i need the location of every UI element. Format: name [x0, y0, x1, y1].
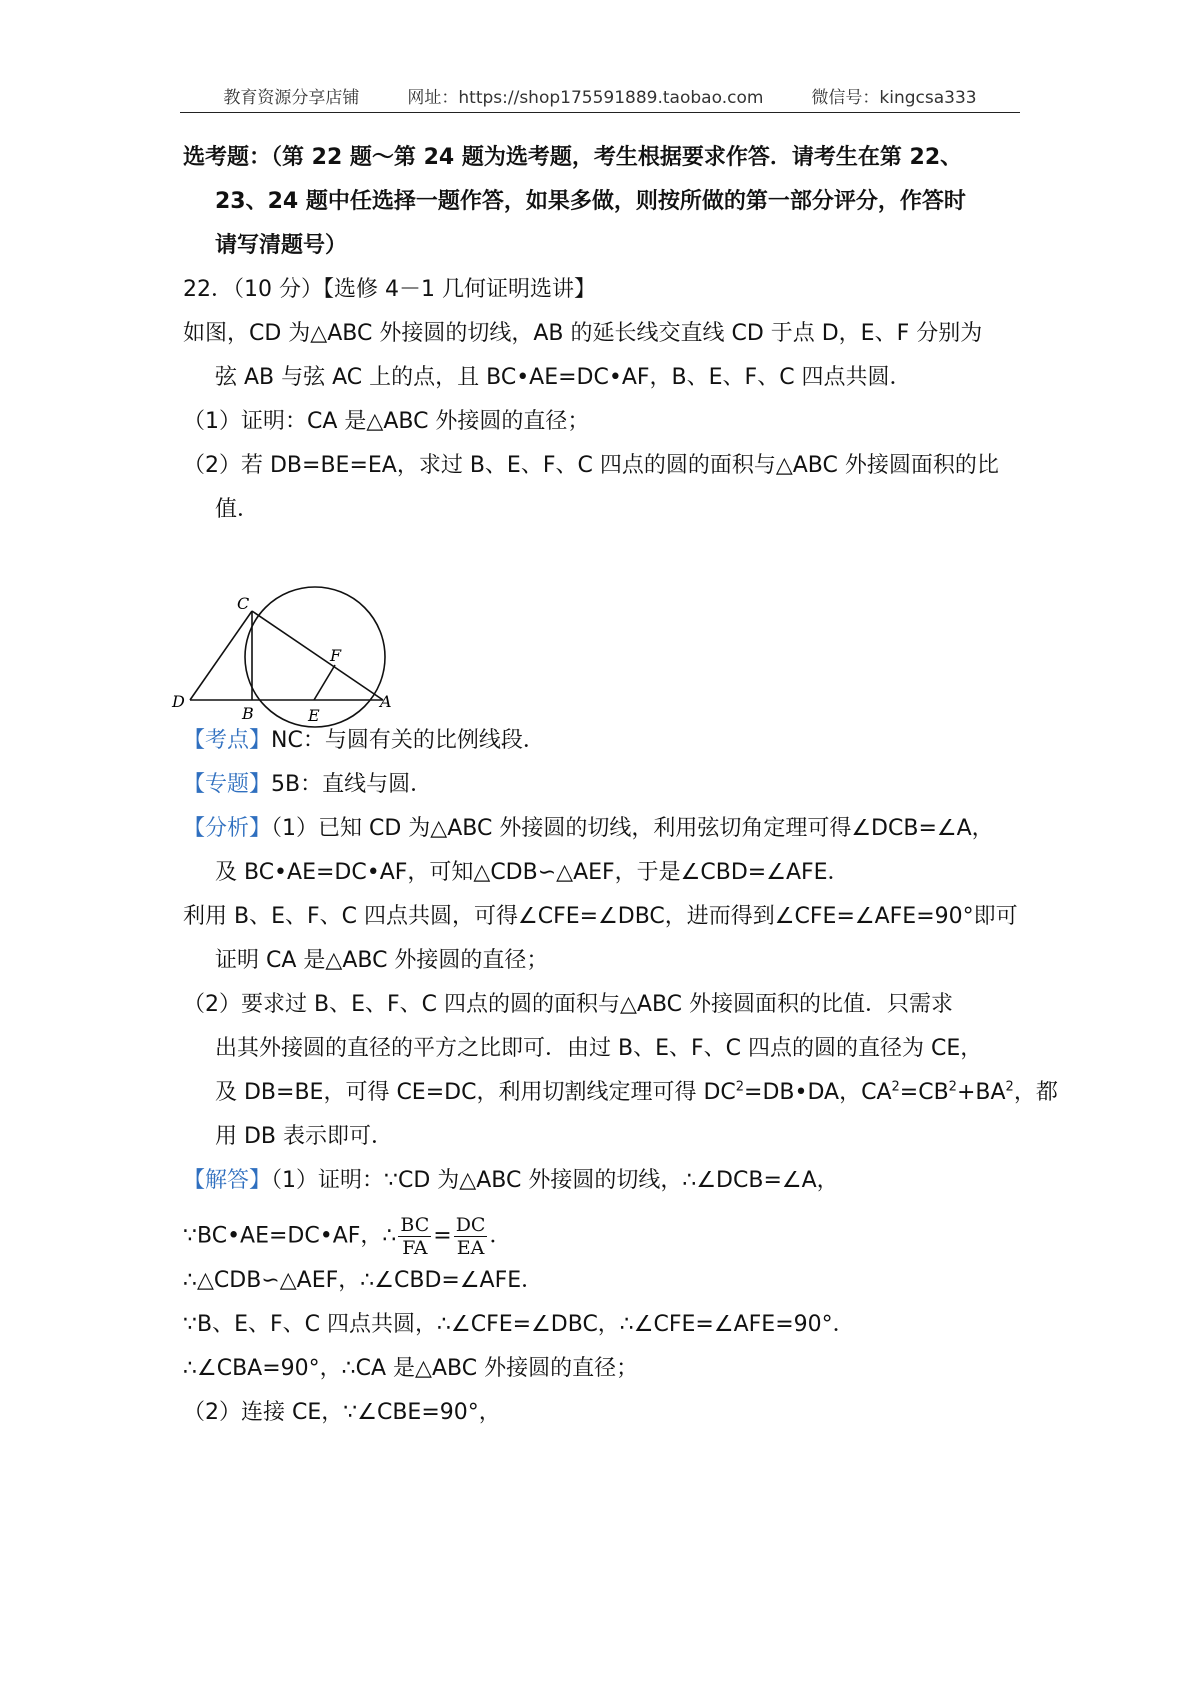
- jieda-tag: 【解答】: [183, 1168, 272, 1193]
- frac2-num: DC: [455, 1214, 486, 1236]
- fenxi-tag: 【分析】: [183, 816, 272, 841]
- fenxi-line-3: 利用 B、E、F、C 四点共圆，可得∠CFE=∠DBC，进而得到∠CFE=∠AFE=90°即可: [183, 904, 1018, 929]
- intro-line-2: 23、24 题中任选择一题作答，如果多做，则按所做的第一部分评分，作答时: [215, 189, 966, 214]
- fenxi-line-2: 及 BC•AE=DC•AF，可知△CDB∽△AEF，于是∠CBD=∠AFE．: [215, 860, 850, 885]
- zhuanti-tag: 【专题】: [183, 772, 272, 797]
- figure-drawing: [172, 585, 420, 725]
- intro-line-3: 请写清题号）: [215, 233, 348, 258]
- question-1: （1）证明：CA 是△ABC 外接圆的直径；: [183, 409, 590, 434]
- fenxi-7b: =DB•DA，CA: [744, 1080, 892, 1105]
- zhuanti-line: [183, 770, 432, 800]
- frac-equals: =: [433, 1223, 452, 1249]
- sup-ca: 2: [891, 1079, 900, 1095]
- fenxi-7e: ，都: [1013, 1080, 1058, 1105]
- label-B: B: [242, 704, 254, 723]
- sup-dc: 2: [735, 1079, 745, 1095]
- header-shop: 教育资源分享店铺: [223, 87, 360, 108]
- fenxi-line-7: [215, 1078, 1058, 1108]
- jieda-line-3: ∴△CDB∽△AEF，∴∠CBD=∠AFE．: [183, 1268, 544, 1293]
- line-D-C: [190, 611, 252, 700]
- label-E: E: [308, 706, 320, 725]
- jieda-line-4: ∵B、E、F、C 四点共圆，∴∠CFE=∠DBC，∴∠CFE=∠AFE=90°．: [183, 1312, 855, 1337]
- label-D: D: [172, 692, 185, 711]
- fenxi-line-1: [183, 814, 994, 844]
- problem-stem-2: 弦 AB 与弦 AC 上的点，且 BC•AE=DC•AF，B、E、F、C 四点共圆．: [215, 365, 912, 390]
- question-2-line-1: （2）若 DB=BE=EA，求过 B、E、F、C 四点的圆的面积与△ABC 外接圆面积的比: [183, 453, 999, 478]
- problem-heading: 22．（10 分）【选修 4－1 几何证明选讲】: [183, 277, 596, 302]
- jieda-line-6: （2）连接 CE，∵∠CBE=90°，: [183, 1400, 501, 1425]
- line-E-F: [314, 665, 335, 700]
- page-header: [180, 78, 1020, 113]
- frac1-num: BC: [400, 1214, 430, 1236]
- jieda-text-1: （1）证明：∵CD 为△ABC 外接圆的切线，∴∠DCB=∠A，: [271, 1168, 839, 1193]
- fenxi-line-5: （2）要求过 B、E、F、C 四点的圆的面积与△ABC 外接圆面积的比值．只需求: [183, 992, 954, 1017]
- sup-ba: 2: [1005, 1079, 1014, 1095]
- fraction-bc-fa: [398, 1214, 431, 1259]
- sup-cb: 2: [948, 1079, 957, 1095]
- header-url: 网址：https://shop175591889.taobao.com: [407, 87, 764, 108]
- problem-stem-1: 如图，CD 为△ABC 外接圆的切线，AB 的延长线交直线 CD 于点 D，E、F 分别为: [183, 321, 983, 346]
- label-A: A: [380, 692, 392, 711]
- jieda-line-1: [183, 1166, 839, 1196]
- intro-line-1: 选考题：（第 22 题～第 24 题为选考题，考生根据要求作答．请考生在第 22、: [183, 145, 963, 170]
- kaodian-tag: 【考点】: [183, 728, 272, 753]
- jieda-2a: ∵BC•AE=DC•AF，∴: [183, 1223, 397, 1249]
- zhuanti-text: 5B：直线与圆．: [271, 772, 433, 797]
- fenxi-line-4: 证明 CA 是△ABC 外接圆的直径；: [215, 948, 549, 973]
- frac1-den: FA: [402, 1237, 428, 1259]
- fenxi-text-1: （1）已知 CD 为△ABC 外接圆的切线，利用弦切角定理可得∠DCB=∠A，: [271, 816, 994, 841]
- fenxi-7c: =CB: [899, 1080, 949, 1105]
- frac2-den: EA: [456, 1237, 485, 1259]
- label-F: F: [330, 646, 342, 665]
- header-wechat: 微信号：kingcsa333: [811, 87, 977, 108]
- label-C: C: [237, 594, 250, 613]
- fenxi-7a: 及 DB=BE，可得 CE=DC，利用切割线定理可得 DC: [215, 1080, 736, 1105]
- question-2-line-2: 值．: [215, 497, 260, 522]
- line-C-A: [252, 611, 383, 700]
- kaodian-line: [183, 726, 545, 756]
- fenxi-7d: +BA: [956, 1080, 1006, 1105]
- kaodian-text: NC：与圆有关的比例线段．: [271, 728, 545, 753]
- fenxi-line-6: 出其外接圆的直径的平方之比即可．由过 B、E、F、C 四点的圆的直径为 CE，: [215, 1036, 983, 1061]
- jieda-line-5: ∴∠CBA=90°，∴CA 是△ABC 外接圆的直径；: [183, 1356, 639, 1381]
- jieda-line-2: [183, 1214, 512, 1259]
- fraction-dc-ea: [454, 1214, 488, 1259]
- jieda-2-end: ．: [489, 1223, 512, 1249]
- fenxi-line-8: 用 DB 表示即可．: [215, 1124, 394, 1149]
